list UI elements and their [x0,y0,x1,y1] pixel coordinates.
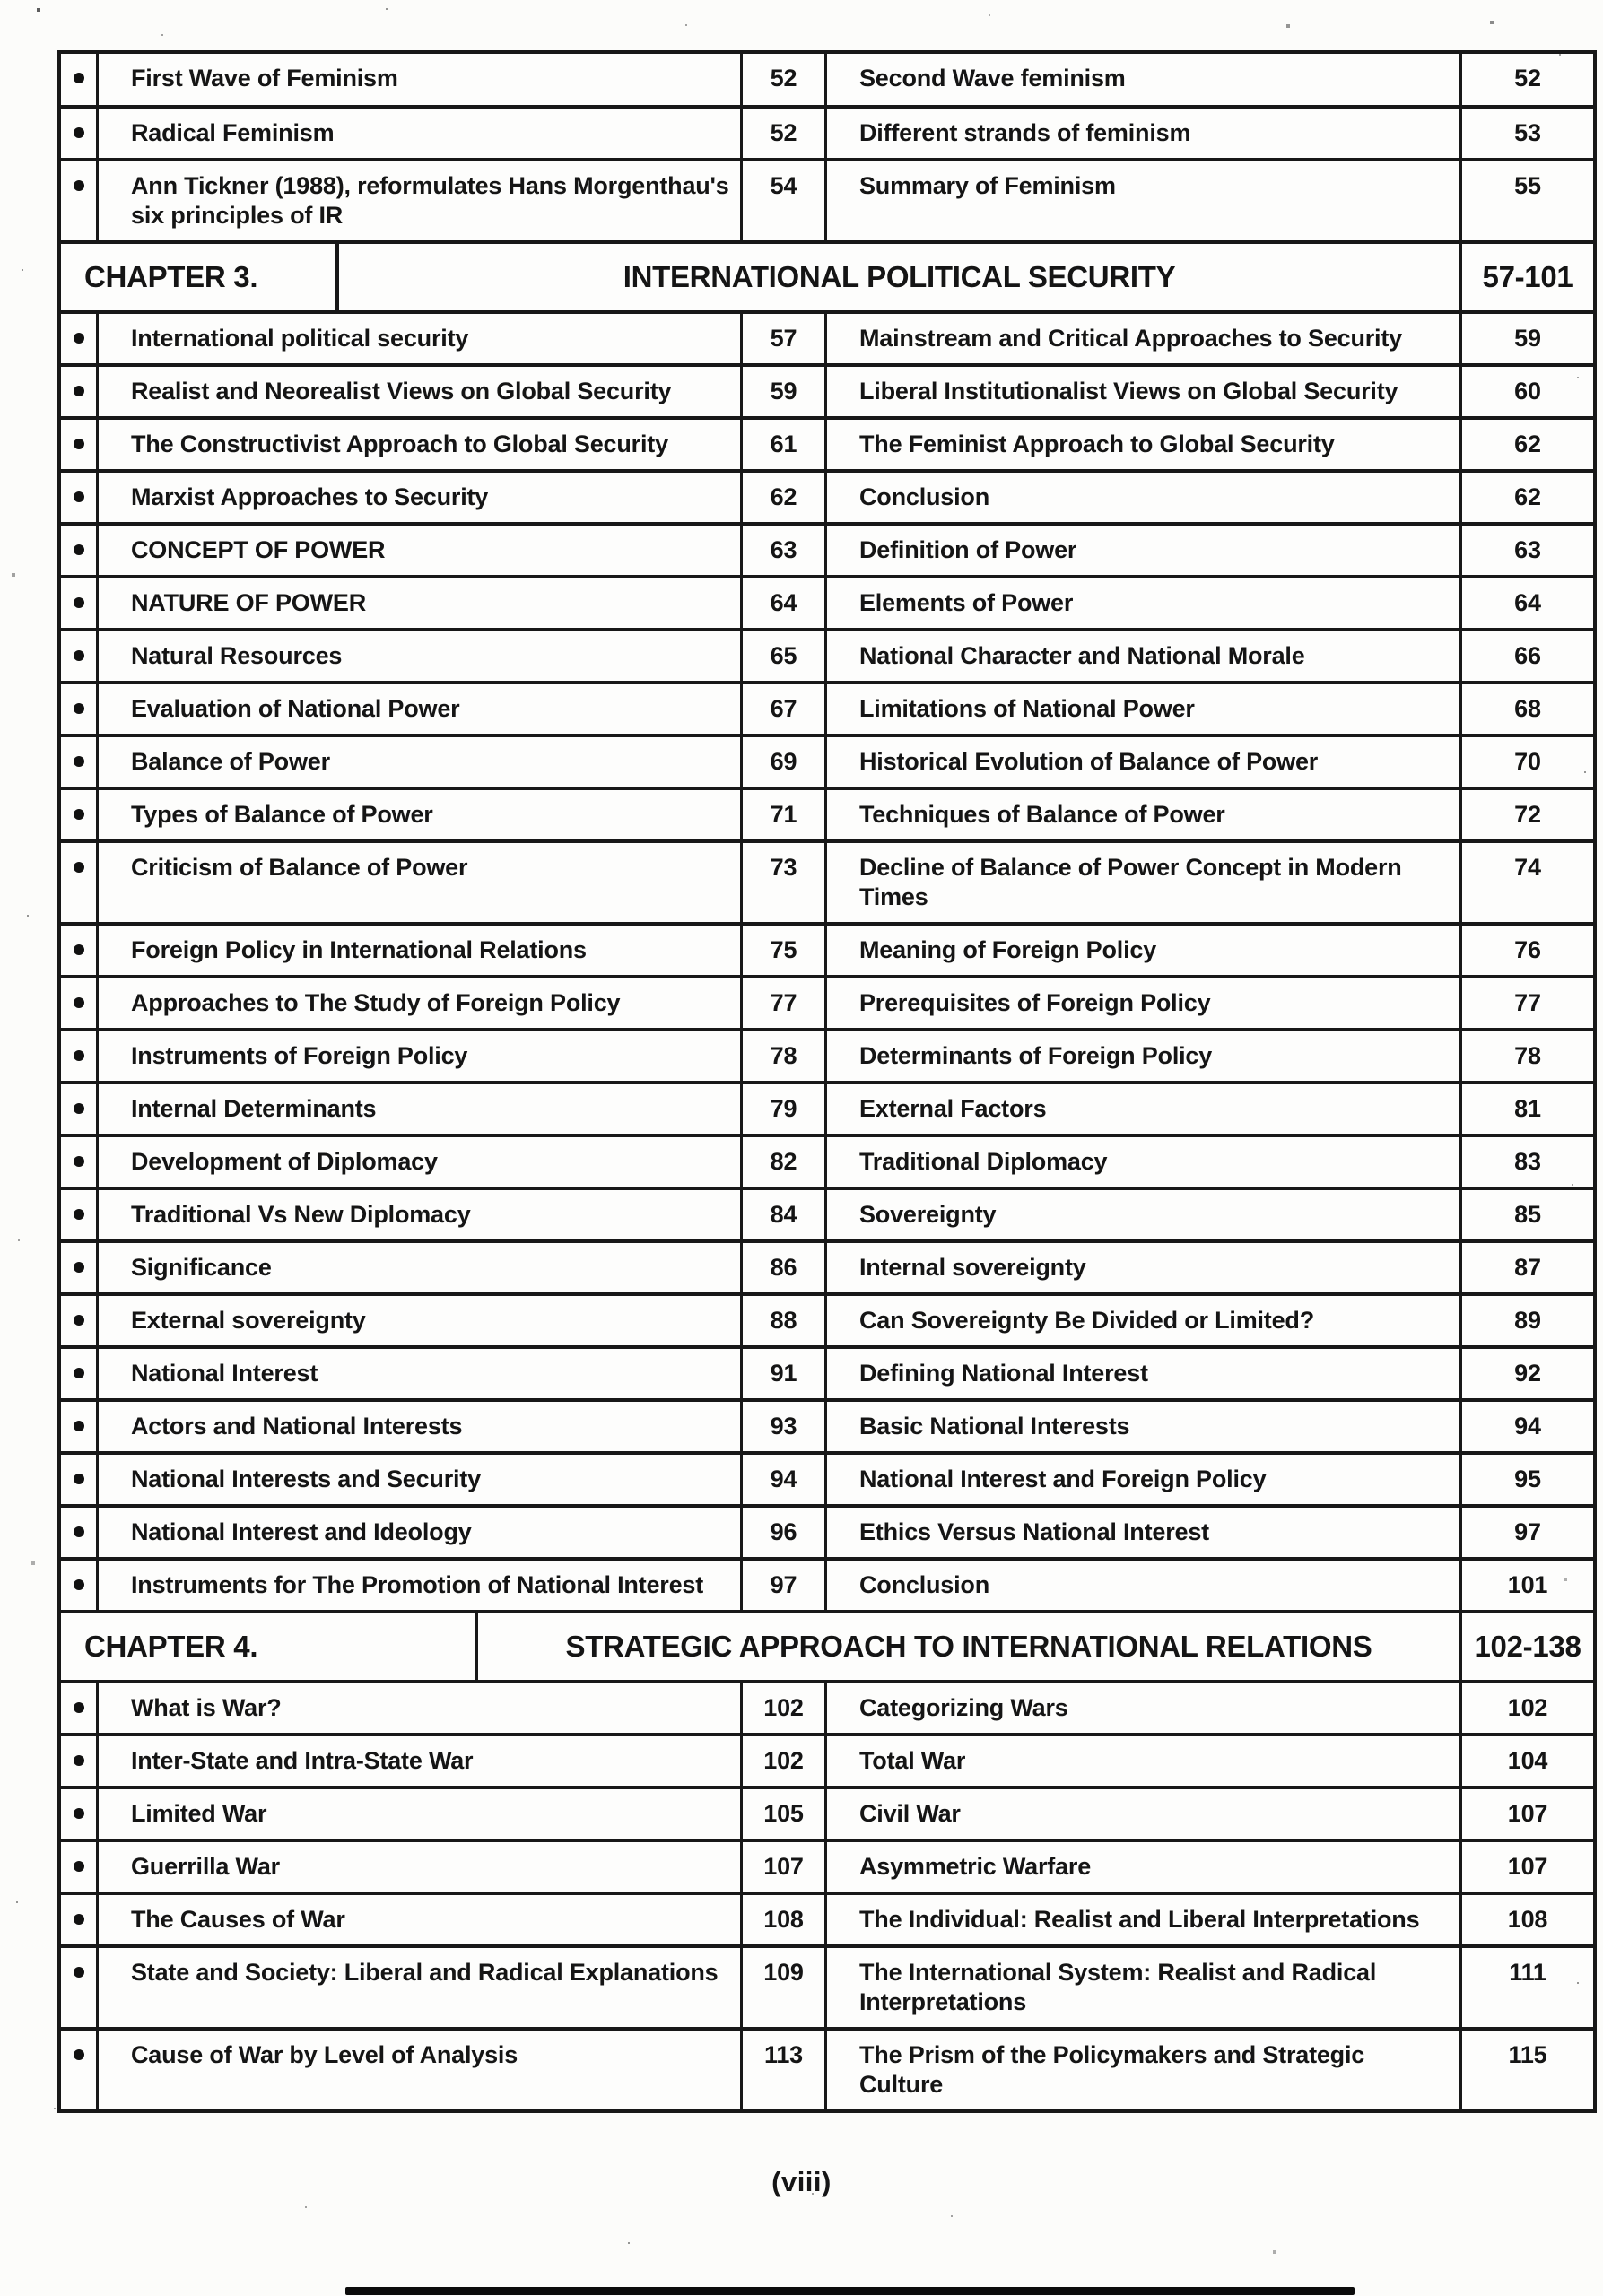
bullet-cell [61,1789,99,1839]
chapter-header-row [61,240,1593,310]
toc-row [61,734,1593,787]
toc-page-left: 97 [743,1561,827,1610]
toc-row [61,469,1593,522]
chapter-header-row [61,1610,1593,1680]
toc-page-right: 52 [1514,65,1541,91]
toc-row [61,1557,1593,1610]
toc-page-right: 59 [1514,325,1541,352]
bullet-icon [74,1050,84,1061]
bullet-cell [61,2031,99,2109]
toc-row [61,628,1593,681]
toc-page-left: 109 [743,1948,827,2027]
bullet-cell [61,1243,99,1292]
toc-row [61,1680,1593,1733]
bullet-cell [61,1031,99,1081]
toc-page-left: 113 [743,2031,827,2109]
toc-topic-right: National Interest and Foreign Policy [827,1455,1462,1504]
toc-topic-left: Internal Determinants [99,1084,743,1134]
bullet-icon [74,1808,84,1819]
toc-row [61,105,1593,158]
toc-page-left: 69 [743,737,827,787]
toc-topic-right: The Prism of the Policymakers and Strategic Culture [827,2031,1462,2109]
toc-row [61,416,1593,469]
toc-topic-left: Significance [99,1243,743,1292]
toc-topic-right: Total War [827,1736,1462,1786]
toc-topic-right: Civil War [827,1789,1462,1839]
toc-page-left: 61 [743,420,827,469]
toc-row [61,1398,1593,1451]
toc-page-left: 84 [743,1190,827,1239]
toc-topic-right: Second Wave feminism [827,54,1462,105]
toc-page-right: 53 [1514,119,1541,146]
scan-noise [0,0,2,2]
toc-page-left: 88 [743,1296,827,1345]
toc-row [61,1451,1593,1504]
bullet-icon [74,2049,84,2060]
bullet-cell [61,161,99,240]
toc-row [61,158,1593,240]
toc-page-right: 64 [1514,589,1541,616]
toc-topic-right: Techniques of Balance of Power [827,790,1462,839]
toc-page-right: 111 [1509,1959,1546,1986]
bullet-cell [61,1455,99,1504]
toc-topic-left: Types of Balance of Power [99,790,743,839]
bullet-icon [74,1861,84,1872]
toc-row [61,1504,1593,1557]
toc-topic-left: Actors and National Interests [99,1402,743,1451]
toc-topic-right: Decline of Balance of Power Concept in Modern Times [827,843,1462,922]
toc-topic-left: National Interests and Security [99,1455,743,1504]
bullet-icon [74,386,84,396]
toc-topic-left: Evaluation of National Power [99,684,743,734]
toc-topic-left: The Causes of War [99,1895,743,1944]
bullet-cell [61,1084,99,1134]
toc-topic-left: The Constructivist Approach to Global Security [99,420,743,469]
toc-page-left: 62 [743,473,827,522]
bullet-cell [61,1948,99,2027]
toc-row [61,522,1593,575]
toc-page-right: 68 [1514,695,1541,722]
bullet-icon [74,944,84,955]
toc-page-left: 107 [743,1842,827,1892]
bullet-cell [61,1190,99,1239]
bullet-icon [74,491,84,502]
toc-topic-right: Mainstream and Critical Approaches to Security [827,314,1462,363]
bullet-cell [61,926,99,975]
toc-row [61,1944,1593,2027]
toc-page-right: 89 [1514,1307,1541,1334]
toc-topic-left: National Interest [99,1349,743,1398]
toc-page-left: 59 [743,367,827,416]
bullet-icon [74,650,84,661]
chapter-page-range: 57-101 [1482,260,1573,293]
toc-page-right: 81 [1514,1095,1541,1122]
bullet-icon [74,1315,84,1326]
bullet-icon [74,1209,84,1220]
toc-row [61,1345,1593,1398]
toc-page-left: 52 [743,109,827,158]
bullet-icon [74,73,84,83]
toc-row [61,1081,1593,1134]
toc-page-right: 87 [1514,1254,1541,1281]
toc-row [61,575,1593,628]
toc-page-left: 65 [743,631,827,681]
toc-topic-left: Marxist Approaches to Security [99,473,743,522]
toc-topic-left: Realist and Neorealist Views on Global Security [99,367,743,416]
bullet-cell [61,1137,99,1187]
toc-topic-left: Inter-State and Intra-State War [99,1736,743,1786]
bullet-icon [74,127,84,138]
toc-row [61,787,1593,839]
bullet-icon [74,1755,84,1766]
toc-topic-right: Can Sovereignty Be Divided or Limited? [827,1296,1462,1345]
bullet-icon [74,333,84,344]
bullet-cell [61,1508,99,1557]
bullet-cell [61,978,99,1028]
bullet-icon [74,544,84,555]
bullet-cell [61,1736,99,1786]
bullet-cell [61,54,99,105]
bullet-icon [74,1262,84,1273]
bullet-icon [74,180,84,191]
toc-topic-left: First Wave of Feminism [99,54,743,105]
toc-page-left: 75 [743,926,827,975]
toc-row [61,1187,1593,1239]
toc-page-left: 94 [743,1455,827,1504]
toc-page-right: 83 [1514,1148,1541,1175]
bullet-cell [61,1296,99,1345]
toc-page-left: 108 [743,1895,827,1944]
toc-topic-right: Ethics Versus National Interest [827,1508,1462,1557]
toc-topic-right: Sovereignty [827,1190,1462,1239]
toc-topic-right: Limitations of National Power [827,684,1462,734]
toc-topic-right: Meaning of Foreign Policy [827,926,1462,975]
bullet-icon [74,756,84,767]
bullet-icon [74,1526,84,1537]
toc-page-right: 107 [1507,1853,1548,1880]
toc-row [61,54,1593,105]
toc-topic-left: Traditional Vs New Diplomacy [99,1190,743,1239]
toc-page-left: 52 [743,54,827,105]
chapter-title: STRATEGIC APPROACH TO INTERNATIONAL RELATIONS [478,1613,1462,1680]
toc-page-right: 102 [1507,1694,1548,1721]
bullet-cell [61,109,99,158]
toc-row [61,1292,1593,1345]
toc-page-right: 63 [1514,536,1541,563]
toc-page-left: 105 [743,1789,827,1839]
toc-page-left: 82 [743,1137,827,1187]
toc-topic-right: Elements of Power [827,578,1462,628]
bullet-cell [61,1402,99,1451]
toc-topic-right: Historical Evolution of Balance of Power [827,737,1462,787]
toc-topic-right: Definition of Power [827,526,1462,575]
toc-topic-left: Instruments of Foreign Policy [99,1031,743,1081]
toc-row [61,1028,1593,1081]
toc-page-right: 62 [1514,483,1541,510]
toc-page-right: 108 [1507,1906,1548,1933]
scan-artifact-bar [345,2287,1355,2295]
toc-page-left: 96 [743,1508,827,1557]
toc-topic-left: Balance of Power [99,737,743,787]
toc-topic-left: External sovereignty [99,1296,743,1345]
toc-topic-right: Different strands of feminism [827,109,1462,158]
toc-topic-right: Liberal Institutionalist Views on Global Security [827,367,1462,416]
bullet-icon [74,997,84,1008]
toc-page-right: 60 [1514,378,1541,404]
chapter-page-range: 102-138 [1474,1630,1581,1663]
bullet-icon [74,1702,84,1713]
toc-topic-right: Conclusion [827,473,1462,522]
toc-topic-right: Prerequisites of Foreign Policy [827,978,1462,1028]
toc-topic-right: The International System: Realist and Radical Interpretations [827,1948,1462,2027]
toc-page-left: 78 [743,1031,827,1081]
bullet-icon [74,1421,84,1431]
toc-topic-right: External Factors [827,1084,1462,1134]
toc-row [61,975,1593,1028]
toc-topic-right: Categorizing Wars [827,1683,1462,1733]
toc-page-left: 64 [743,578,827,628]
bullet-cell [61,473,99,522]
bullet-cell [61,314,99,363]
toc-topic-left: International political security [99,314,743,363]
toc-page-right: 74 [1514,854,1541,881]
bullet-icon [74,1156,84,1167]
toc-row [61,681,1593,734]
toc-row [61,1733,1593,1786]
toc-page-right: 95 [1514,1465,1541,1492]
toc-topic-left: Instruments for The Promotion of National Interest [99,1561,743,1610]
bullet-icon [74,809,84,820]
toc-topic-right: The Feminist Approach to Global Security [827,420,1462,469]
toc-page-left: 54 [743,161,827,240]
toc-topic-left: Approaches to The Study of Foreign Policy [99,978,743,1028]
toc-page-right: 101 [1507,1571,1548,1598]
chapter-title: INTERNATIONAL POLITICAL SECURITY [339,244,1462,310]
bullet-icon [74,1914,84,1925]
toc-row [61,1839,1593,1892]
toc-row [61,839,1593,922]
toc-page-right: 78 [1514,1042,1541,1069]
chapter-label: CHAPTER 3. [61,244,339,310]
bullet-cell [61,578,99,628]
toc-page-left: 102 [743,1683,827,1733]
toc-row [61,1134,1593,1187]
bullet-icon [74,703,84,714]
bullet-icon [74,1474,84,1484]
toc-row [61,363,1593,416]
toc-topic-right: Conclusion [827,1561,1462,1610]
toc-topic-right: Traditional Diplomacy [827,1137,1462,1187]
toc-topic-left: What is War? [99,1683,743,1733]
toc-page-right: 107 [1507,1800,1548,1827]
toc-topic-left: Natural Resources [99,631,743,681]
bullet-cell [61,1683,99,1733]
toc-topic-left: Guerrilla War [99,1842,743,1892]
toc-topic-right: Defining National Interest [827,1349,1462,1398]
toc-topic-left: Limited War [99,1789,743,1839]
toc-page-left: 63 [743,526,827,575]
bullet-cell [61,1561,99,1610]
bullet-cell [61,684,99,734]
toc-topic-left: National Interest and Ideology [99,1508,743,1557]
bullet-icon [74,1579,84,1590]
bullet-cell [61,737,99,787]
toc-topic-left: Foreign Policy in International Relations [99,926,743,975]
toc-topic-left: Criticism of Balance of Power [99,843,743,922]
toc-page-left: 91 [743,1349,827,1398]
toc-row [61,310,1593,363]
toc-page-left: 57 [743,314,827,363]
toc-topic-left: CONCEPT OF POWER [99,526,743,575]
toc-page-right: 104 [1507,1747,1548,1774]
toc-topic-left: Cause of War by Level of Analysis [99,2031,743,2109]
toc-page-right: 72 [1514,801,1541,828]
toc-topic-right: National Character and National Morale [827,631,1462,681]
toc-topic-right: Asymmetric Warfare [827,1842,1462,1892]
toc-topic-left: State and Society: Liberal and Radical Explanations [99,1948,743,2027]
bullet-cell [61,1842,99,1892]
toc-page-left: 77 [743,978,827,1028]
toc-topic-right: Internal sovereignty [827,1243,1462,1292]
toc-topic-left: Development of Diplomacy [99,1137,743,1187]
toc-page-left: 73 [743,843,827,922]
page-number-footer: (viii) [771,2166,832,2197]
bullet-icon [74,1103,84,1114]
bullet-icon [74,1368,84,1378]
toc-topic-right: Determinants of Foreign Policy [827,1031,1462,1081]
toc-page-left: 79 [743,1084,827,1134]
bullet-cell [61,631,99,681]
bullet-icon [74,1967,84,1978]
bullet-cell [61,1349,99,1398]
bullet-cell [61,367,99,416]
bullet-icon [74,597,84,608]
toc-page-right: 85 [1514,1201,1541,1228]
toc-page-right: 92 [1514,1360,1541,1387]
toc-topic-left: Radical Feminism [99,109,743,158]
toc-page-left: 93 [743,1402,827,1451]
toc-topic-right: Summary of Feminism [827,161,1462,240]
toc-page-left: 67 [743,684,827,734]
toc-topic-right: The Individual: Realist and Liberal Interpretations [827,1895,1462,1944]
toc-page-right: 70 [1514,748,1541,775]
toc-page-right: 115 [1508,2041,1547,2068]
toc-topic-left: Ann Tickner (1988), reformulates Hans Morgenthau's six principles of IR [99,161,743,240]
toc-page-left: 86 [743,1243,827,1292]
toc-row [61,1239,1593,1292]
toc-page-left: 102 [743,1736,827,1786]
toc-row [61,922,1593,975]
bullet-cell [61,1895,99,1944]
toc-page-left: 71 [743,790,827,839]
toc-page-right: 77 [1514,989,1541,1016]
toc-row [61,1786,1593,1839]
toc-page-right: 62 [1514,430,1541,457]
toc-topic-right: Basic National Interests [827,1402,1462,1451]
toc-topic-left: NATURE OF POWER [99,578,743,628]
bullet-cell [61,420,99,469]
toc-page-right: 76 [1514,936,1541,963]
bullet-cell [61,790,99,839]
chapter-label: CHAPTER 4. [61,1613,478,1680]
bullet-cell [61,526,99,575]
bullet-icon [74,862,84,873]
bullet-cell [61,843,99,922]
toc-row [61,1892,1593,1944]
toc-page-right: 97 [1514,1518,1541,1545]
table-of-contents [57,50,1597,2113]
toc-page-right: 94 [1514,1413,1541,1439]
toc-page-right: 66 [1514,642,1541,669]
toc-row [61,2027,1593,2109]
toc-page-right: 55 [1514,172,1541,199]
bullet-icon [74,439,84,449]
